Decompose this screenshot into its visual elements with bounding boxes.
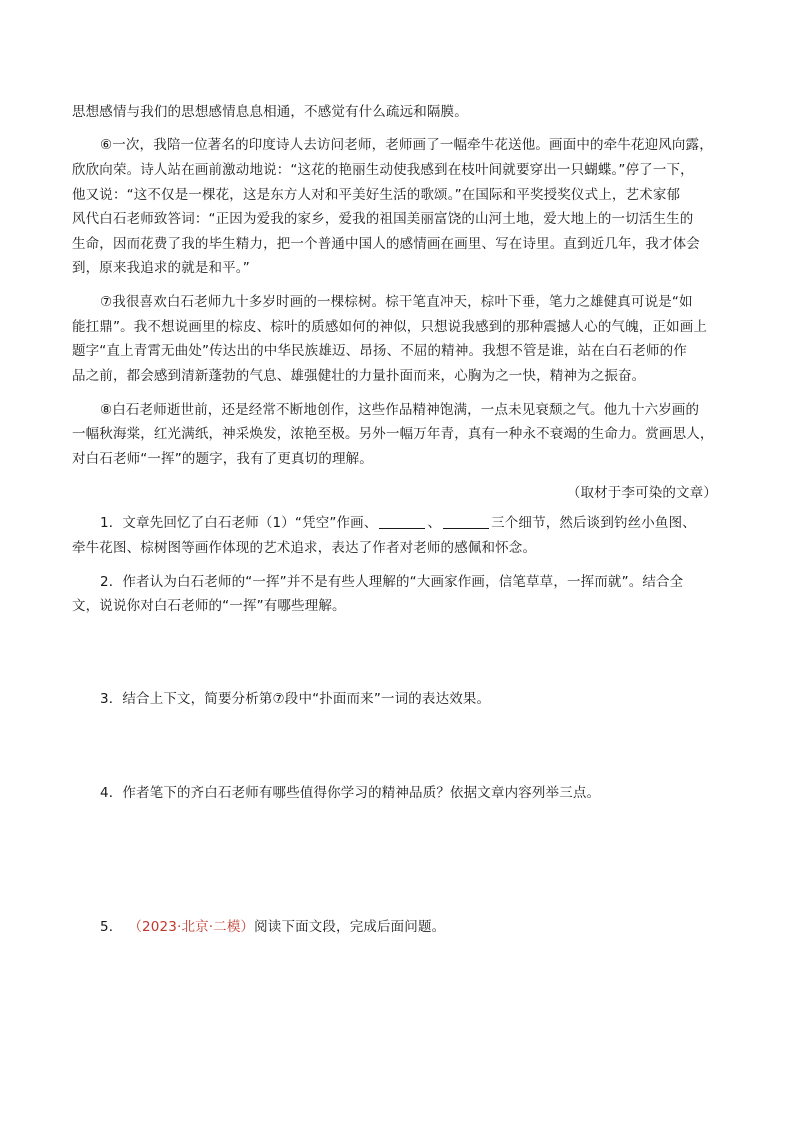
paragraph-6-line-2: 欣欣向荣。诗人站在画前激动地说：“这花的艳丽生动使我感到在枝叶间就要穿出一只蝴蝶。”停了一下， bbox=[72, 162, 694, 178]
question-5-text: 阅读下面文段，完成后面问题。 bbox=[254, 919, 446, 935]
question-1-line-2: 牵牛花图、棕树图等画作体现的艺术追求，表达了作者对老师的感佩和怀念。 bbox=[72, 540, 537, 556]
paragraph-6-line-1: ⑥一次，我陪一位著名的印度诗人去访问老师，老师画了一幅牵牛花送他。画面中的牵牛花迎风向露， bbox=[100, 137, 713, 153]
paragraph-7-line-4: 品之前，都会感到清新蓬勃的气息、雄强健壮的力量扑面而来，心胸为之一快，精神为之振奋。 bbox=[72, 368, 646, 384]
source-note: （取材于李可染的文章） bbox=[566, 485, 717, 501]
paragraph-6-line-6: 到，原来我追求的就是和平。” bbox=[72, 260, 250, 276]
paragraph-intro-tail: 思想感情与我们的思想感情息息相通，不感觉有什么疏远和隔膜。 bbox=[72, 104, 468, 120]
paragraph-7-line-3: 题字“直上青霄无曲处”传达出的中华民族雄迈、昂扬、不屈的精神。我想不管是谁，站在白石老师的作 bbox=[72, 343, 687, 359]
question-1-line-1 bbox=[100, 513, 722, 533]
paragraph-6-line-3: 他又说：“这不仅是一棵花，这是东方人对和平美好生活的歌颂。”在国际和平奖授奖仪式上，艺术家郁 bbox=[72, 187, 681, 203]
question-2-line-2: 文，说说你对白石老师的“一挥”有哪些理解。 bbox=[72, 598, 346, 614]
paragraph-6-line-4: 风代白石老师致答词：“正因为爱我的家乡，爱我的祖国美丽富饶的山河土地，爱大地上的一切活生生的 bbox=[72, 211, 694, 227]
paragraph-8-line-1: ⑧白石老师逝世前，还是经常不断地创作，这些作品精神饱满，一点未见衰颓之气。他九十六岁画的 bbox=[100, 402, 700, 418]
paragraph-7-line-2: 能扛鼎”。我不想说画里的棕皮、棕叶的质感如何的神似，只想说我感到的那种震撼人心的气魄，正如画上 bbox=[72, 319, 708, 335]
question-1-text-c: 三个细节，然后谈到钓丝小鱼图、 bbox=[491, 515, 696, 531]
question-5-number: 5． bbox=[100, 919, 123, 935]
question-1-text-a: 1．文章先回忆了白石老师（1）“凭空”作画、 bbox=[100, 515, 378, 531]
paragraph-8-line-3: 对白石老师“一挥”的题字，我有了更真切的理解。 bbox=[72, 451, 373, 467]
question-2-line-1: 2．作者认为白石老师的“一挥”并不是有些人理解的“大画家作画，信笔草草，一挥而就”。结合全 bbox=[100, 574, 684, 590]
answer-blank-2[interactable] bbox=[443, 514, 489, 529]
question-3: 3．结合上下文，简要分析第⑦段中“扑面而来”一词的表达效果。 bbox=[100, 691, 491, 707]
paragraph-6-line-5: 生命，因而花费了我的毕生精力，把一个普通中国人的感情画在画里、写在诗里。直到近几年，我才体会 bbox=[72, 236, 700, 252]
question-4: 4．作者笔下的齐白石老师有哪些值得你学习的精神品质？依据文章内容列举三点。 bbox=[100, 785, 601, 801]
question-5-source-tag: （2023·北京·二模） bbox=[128, 919, 255, 935]
paragraph-7-line-1: ⑦我很喜欢白石老师九十多岁时画的一棵棕树。棕干笔直冲天，棕叶下垂，笔力之雄健真可说是“如 bbox=[100, 294, 693, 310]
answer-blank-1[interactable] bbox=[379, 514, 425, 529]
question-1-text-b: 、 bbox=[427, 515, 442, 531]
paragraph-8-line-2: 一幅秋海棠，红光满纸，神采焕发，浓艳至极。另外一幅万年青，真有一种永不衰竭的生命力。赏画思人， bbox=[72, 426, 714, 442]
question-5 bbox=[100, 917, 722, 937]
